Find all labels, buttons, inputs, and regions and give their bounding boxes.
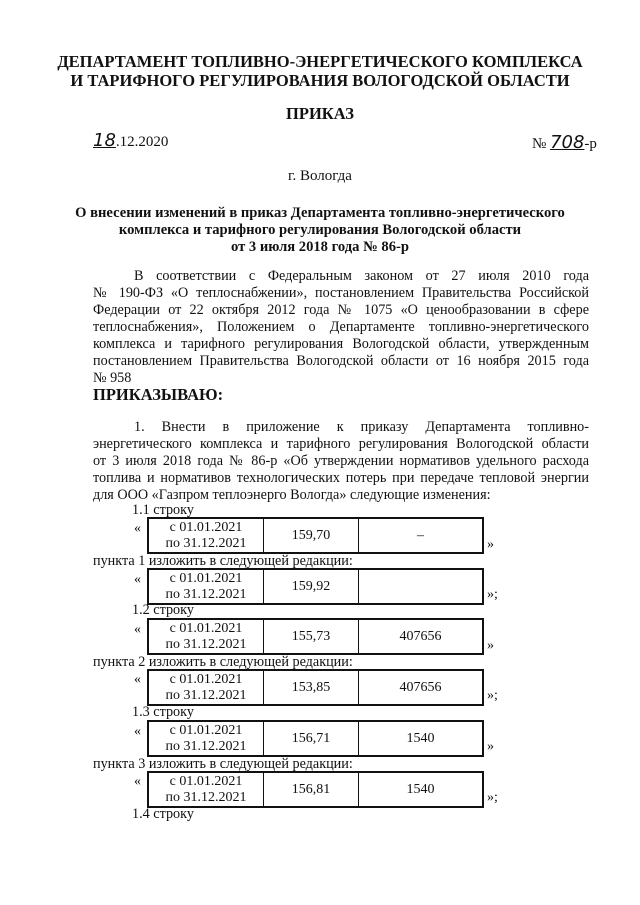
item1-line: топлива и нормативов технологических потерь при передаче тепловой энергии — [93, 470, 589, 486]
open-quote: « — [134, 521, 141, 536]
open-quote: « — [134, 672, 141, 687]
open-quote: « — [134, 572, 141, 587]
preamble-line: № 190-ФЗ «О теплоснабжении», постановлением Правительства Российской — [93, 285, 589, 301]
title-line2: комплекса и тарифного регулирования Вологодской области — [118, 222, 522, 238]
edit-label: пункта 1 изложить в следующей редакции: — [93, 553, 353, 569]
handwritten-number: 708 — [550, 132, 585, 153]
period-cell: с 01.01.2021 по 31.12.2021 — [149, 570, 264, 603]
loss-cell — [359, 570, 482, 603]
item1-line: 1. Внести в приложение к приказу Департамента топливно- — [134, 419, 589, 435]
norm-table-old — [147, 720, 484, 757]
preamble-line: № 958 — [93, 370, 132, 386]
date-printed: .12.2020 — [115, 134, 169, 150]
close-quote: »; — [487, 688, 498, 703]
close-quote: » — [487, 638, 494, 653]
item1-line: от 3 июля 2018 года № 86-р «Об утверждении нормативов удельного расхода — [93, 453, 589, 469]
loss-cell: – — [417, 527, 424, 543]
open-quote: « — [134, 724, 141, 739]
norm-table-old — [147, 618, 484, 655]
item1-line: энергетического комплекса и тарифного регулирования Вологодской области — [93, 436, 589, 452]
loss-cell: 1540 — [406, 781, 435, 797]
norm-cell: 159,92 — [264, 570, 359, 603]
close-quote: » — [487, 739, 494, 754]
norm-table-new — [147, 568, 484, 605]
norm-cell: 156,71 — [264, 722, 359, 755]
preamble-line: теплоснабжения», Положением о Департаменте топливно-энергетического — [93, 319, 589, 335]
period-cell: с 01.01.2021 по 31.12.2021 — [149, 519, 264, 552]
edit-label: пункта 2 изложить в следующей редакции: — [93, 654, 353, 670]
number-sign: № — [532, 136, 547, 152]
loss-cell: 407656 — [399, 628, 442, 644]
period-cell: с 01.01.2021 по 31.12.2021 — [149, 620, 264, 653]
row-label: 1.3 строку — [132, 704, 194, 720]
department-name-line2: И ТАРИФНОГО РЕГУЛИРОВАНИЯ ВОЛОГОДСКОЙ ОБЛАСТИ — [70, 71, 570, 90]
norm-cell: 156,81 — [264, 773, 359, 806]
loss-cell: 407656 — [399, 679, 442, 695]
preamble-line: постановлением Правительства Вологодской области от 16 ноября 2015 года — [93, 353, 589, 369]
order-date — [93, 130, 168, 151]
norm-cell: 153,85 — [264, 671, 359, 704]
row-label: 1.4 строку — [132, 806, 194, 822]
department-name-line1: ДЕПАРТАМЕНТ ТОПЛИВНО-ЭНЕРГЕТИЧЕСКОГО КОМПЛЕКСА — [57, 52, 583, 71]
norm-cell: 155,73 — [264, 620, 359, 653]
handwritten-day: 18 — [93, 130, 116, 151]
open-quote: « — [134, 774, 141, 789]
row-label: 1.1 строку — [132, 502, 194, 518]
norm-table-old — [147, 517, 484, 554]
close-quote: »; — [487, 790, 498, 805]
norm-cell: 159,70 — [264, 519, 359, 552]
order-word: ПРИКАЗЫВАЮ: — [93, 385, 224, 404]
preamble-line: В соответствии с Федеральным законом от 27 июля 2010 года — [134, 268, 589, 284]
loss-cell: 1540 — [406, 730, 435, 746]
preamble-line: Федерации от 22 октября 2012 года № 1075 «О ценообразовании в сфере — [93, 302, 589, 318]
city: г. Вологда — [288, 168, 352, 184]
open-quote: « — [134, 622, 141, 637]
period-cell: с 01.01.2021 по 31.12.2021 — [149, 671, 264, 704]
title-line1: О внесении изменений в приказ Департамента топливно-энергетического — [75, 205, 565, 221]
close-quote: » — [487, 537, 494, 552]
norm-table-new — [147, 669, 484, 706]
norm-table-new — [147, 771, 484, 808]
period-cell: с 01.01.2021 по 31.12.2021 — [149, 722, 264, 755]
number-suffix: -р — [584, 136, 597, 152]
doc-type-title: ПРИКАЗ — [286, 104, 354, 123]
close-quote: »; — [487, 587, 498, 602]
preamble-line: комплекса и тарифного регулирования Вологодской области, утвержденным — [93, 336, 589, 352]
period-cell: с 01.01.2021 по 31.12.2021 — [149, 773, 264, 806]
edit-label: пункта 3 изложить в следующей редакции: — [93, 756, 353, 772]
item1-line: для ООО «Газпром теплоэнерго Вологда» следующие изменения: — [93, 487, 491, 503]
row-label: 1.2 строку — [132, 602, 194, 618]
order-number — [532, 132, 597, 153]
title-line3: от 3 июля 2018 года № 86-р — [231, 239, 409, 255]
